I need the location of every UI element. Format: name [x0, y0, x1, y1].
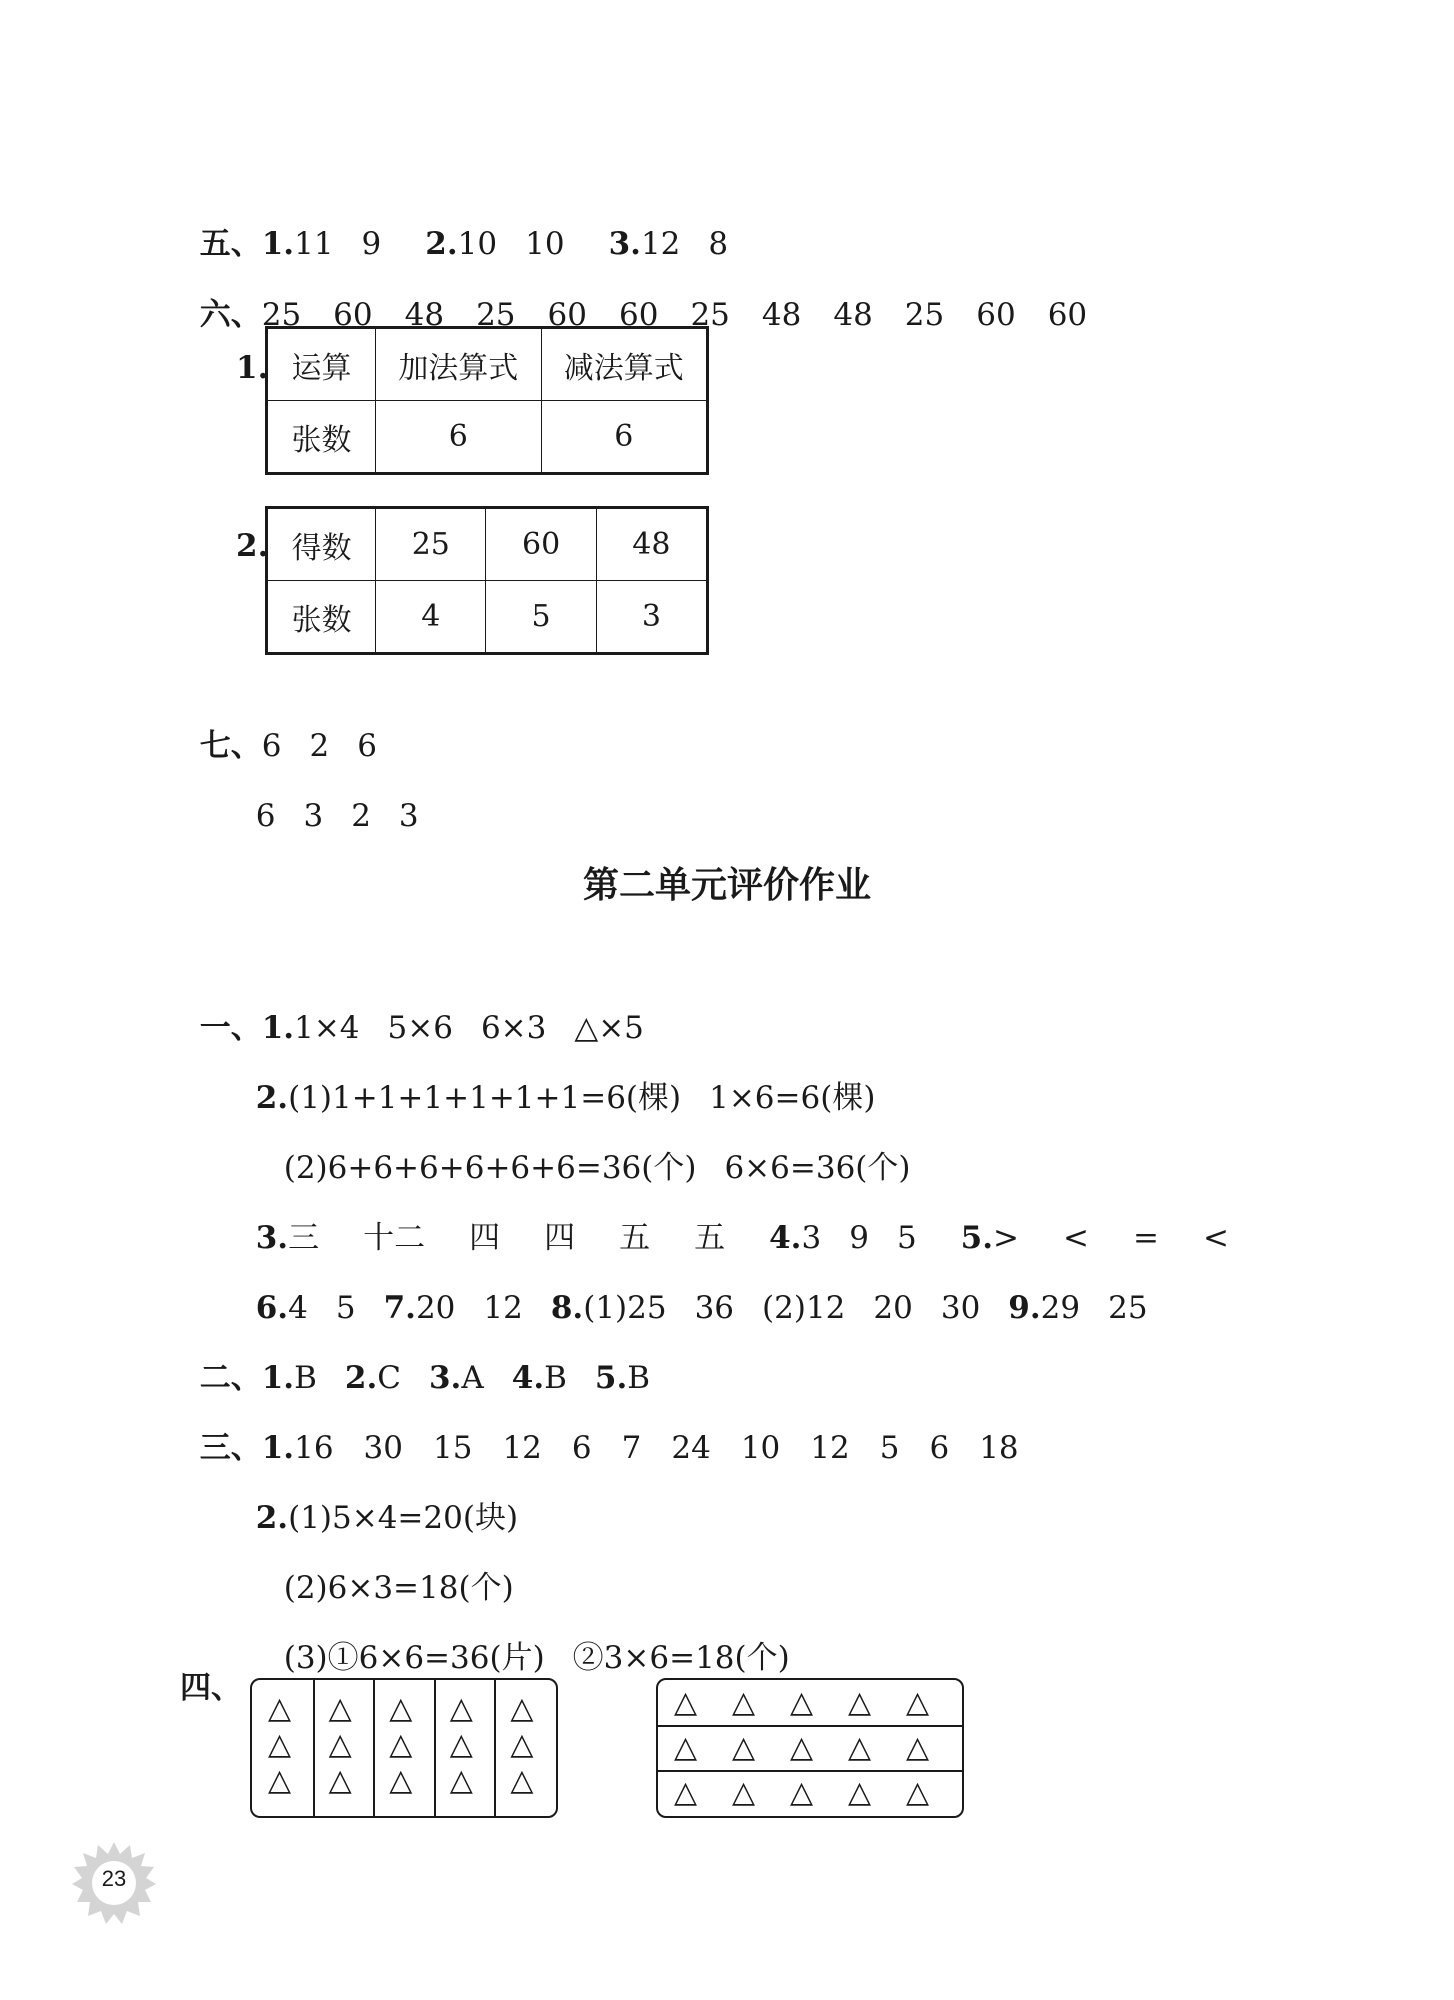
triangle-icon: △ [328, 1727, 352, 1762]
question-number: 2. [255, 1500, 289, 1536]
section-label: 七、 [199, 728, 262, 764]
answer-value: 五 [619, 1220, 651, 1256]
triangle-icon: △ [389, 1727, 413, 1762]
answer-value: 6 [357, 728, 377, 764]
answer-value: (1)1+1+1+1+1+1=6(棵) [288, 1080, 682, 1116]
answer-value: 6 [261, 728, 282, 764]
answer-value: 12 [483, 1290, 523, 1326]
table-row [267, 328, 708, 401]
answer-value: 3 [801, 1220, 822, 1256]
question-number: 7. [383, 1290, 416, 1326]
answer-value: 10 [525, 226, 565, 262]
answer-value: 30 [363, 1430, 403, 1466]
triangle-icon: △ [732, 1685, 756, 1720]
section-label: 三、 [199, 1430, 262, 1466]
triangle-icon: △ [510, 1727, 534, 1762]
triangle-icon: △ [848, 1775, 872, 1810]
answer-value: 4 [288, 1290, 308, 1326]
question-number: 1. [261, 1010, 295, 1046]
question-number: 4. [769, 1220, 802, 1256]
table-cell: 运算 [267, 328, 376, 401]
answer-value: 25 [476, 297, 516, 333]
answer-value: < [1063, 1220, 1090, 1256]
answer-value: 30 [940, 1290, 981, 1326]
table-1 [265, 326, 709, 475]
answer-value: 6 [571, 1430, 592, 1466]
section-label: 五、 [199, 226, 262, 262]
table-cell: 6 [541, 401, 707, 474]
triangle-icon: △ [848, 1685, 872, 1720]
answer-value: 6 [929, 1430, 950, 1466]
answer-value: 12 [810, 1430, 850, 1466]
grid-divider [658, 1770, 962, 1772]
answer-value: 24 [671, 1430, 711, 1466]
unit-q3-5-line [236, 1178, 1229, 1258]
answer-value: 9 [361, 226, 382, 262]
answer-value: 5 [896, 1220, 917, 1256]
unit-section-3-q2-3 [264, 1598, 790, 1678]
triangle-icon: △ [449, 1727, 473, 1762]
question-number: 8. [550, 1290, 584, 1326]
page-number: 23 [101, 1866, 127, 1891]
answer-value: 10 [740, 1430, 781, 1466]
answer-value: 1×4 [294, 1010, 360, 1046]
answer-value: 6 [255, 798, 276, 834]
section-label: 四、 [180, 1670, 242, 1706]
triangle-icon: △ [389, 1763, 413, 1798]
answer-value: 60 [333, 297, 373, 333]
unit-section-3-q2-2 [264, 1528, 514, 1608]
unit-section-3-q2-1 [236, 1458, 518, 1538]
table-1-label: 1. [236, 350, 269, 386]
answer-value: B [627, 1360, 651, 1396]
answer-value: 20 [415, 1290, 456, 1326]
grid-divider [373, 1680, 375, 1816]
answer-value: 12 [640, 226, 681, 262]
grid-divider [494, 1680, 496, 1816]
answer-value: 60 [618, 297, 659, 333]
section-label: 二、 [199, 1360, 262, 1396]
answer-value: ②3×6=18(个) [572, 1640, 790, 1676]
answer-value: 2 [351, 798, 371, 834]
question-number: 3. [428, 1360, 462, 1396]
question-number: 4. [511, 1360, 545, 1396]
question-number: 1. [261, 1430, 295, 1466]
answer-value: < [1203, 1220, 1229, 1256]
answer-value: (1)25 [583, 1290, 667, 1326]
answer-value: 8 [708, 226, 729, 262]
answer-value: 四 [469, 1220, 501, 1256]
question-number: 1. [261, 226, 295, 262]
triangle-icon: △ [389, 1691, 413, 1726]
triangle-icon: △ [674, 1730, 698, 1765]
answer-value: 60 [547, 297, 587, 333]
table-cell: 48 [596, 508, 707, 581]
answer-value: 18 [979, 1430, 1019, 1466]
grid-divider [434, 1680, 436, 1816]
triangle-icon: △ [268, 1727, 292, 1762]
answer-value: △×5 [574, 1010, 644, 1046]
triangle-icon: △ [790, 1775, 814, 1810]
unit-q2-line-2 [264, 1108, 910, 1188]
triangle-icon: △ [328, 1763, 352, 1798]
unit-section-2-line [180, 1318, 650, 1398]
answer-value: 2 [309, 728, 330, 764]
answer-value: 60 [1047, 297, 1088, 333]
table-cell: 张数 [267, 401, 376, 474]
section-label: 一、 [199, 1010, 262, 1046]
answer-value: 60 [976, 297, 1016, 333]
question-number: 2. [255, 1080, 289, 1116]
unit-q6-9-line [236, 1248, 1148, 1328]
triangle-icon: △ [449, 1763, 473, 1798]
answer-value: 5 [879, 1430, 900, 1466]
triangle-icon: △ [510, 1691, 534, 1726]
table-cell: 4 [376, 581, 486, 654]
answer-value: 7 [621, 1430, 642, 1466]
answer-value: 11 [294, 226, 334, 262]
section-label: 六、 [199, 297, 262, 333]
triangle-icon: △ [268, 1763, 292, 1798]
answer-value: (3)①6×6=36(片) [283, 1640, 545, 1676]
triangle-icon: △ [449, 1691, 473, 1726]
answer-value: 9 [849, 1220, 869, 1256]
answer-value: 48 [833, 297, 873, 333]
answer-value: A [461, 1360, 484, 1396]
table-cell: 6 [376, 401, 541, 474]
answer-value: (2)12 [762, 1290, 846, 1326]
grid-divider [313, 1680, 315, 1816]
triangle-icon: △ [906, 1775, 930, 1810]
question-number: 9. [1008, 1290, 1041, 1326]
table-cell: 5 [486, 581, 596, 654]
answer-value: 四 [544, 1220, 576, 1256]
triangle-icon: △ [906, 1730, 930, 1765]
answer-value: (1)5×4=20(块) [288, 1500, 519, 1536]
triangle-icon: △ [510, 1763, 534, 1798]
grid-divider [658, 1725, 962, 1727]
table-cell: 张数 [267, 581, 376, 654]
triangle-grid-columns [250, 1678, 558, 1818]
question-number: 2. [425, 226, 458, 262]
answer-value: 6×6=36(个) [724, 1150, 911, 1186]
triangle-icon: △ [674, 1685, 698, 1720]
table-cell: 3 [596, 581, 707, 654]
question-number: 3. [255, 1220, 289, 1256]
table-cell: 减法算式 [541, 328, 707, 401]
answer-value: 12 [502, 1430, 542, 1466]
triangle-icon: △ [732, 1730, 756, 1765]
triangle-icon: △ [732, 1775, 756, 1810]
answer-value: 五 [694, 1220, 726, 1256]
answer-value: (2)6+6+6+6+6+6=36(个) [283, 1150, 697, 1186]
table-row [267, 508, 708, 581]
unit-section-3-line [180, 1388, 1019, 1468]
answer-value: 6×3 [480, 1010, 547, 1046]
answer-value: 16 [294, 1430, 334, 1466]
table-cell: 25 [376, 508, 486, 581]
question-number: 5. [960, 1220, 994, 1256]
triangle-grid-rows [656, 1678, 964, 1818]
answer-value: 5 [335, 1290, 356, 1326]
answer-value: 48 [761, 297, 802, 333]
question-number: 3. [608, 226, 641, 262]
answer-value: C [377, 1360, 401, 1396]
table-cell: 加法算式 [376, 328, 541, 401]
table-cell: 60 [486, 508, 596, 581]
answer-value: 48 [404, 297, 445, 333]
unit-q1-line [180, 968, 644, 1048]
answer-value: 20 [873, 1290, 913, 1326]
answer-value: 29 [1040, 1290, 1081, 1326]
answer-value: 5×6 [387, 1010, 453, 1046]
answer-value: 25 [904, 297, 945, 333]
section-7-line-2 [236, 756, 419, 836]
answer-value: 15 [433, 1430, 473, 1466]
unit-q2-line-1 [236, 1038, 875, 1118]
answer-value: > [993, 1220, 1020, 1256]
question-number: 2. [344, 1360, 378, 1396]
section-6-line [180, 255, 1087, 335]
answer-value: 3 [398, 798, 419, 834]
answer-value: 25 [1108, 1290, 1148, 1326]
triangle-icon: △ [790, 1730, 814, 1765]
answer-value: 三 [288, 1220, 320, 1256]
question-number: 6. [255, 1290, 289, 1326]
question-number: 1. [261, 1360, 295, 1396]
table-cell: 得数 [267, 508, 376, 581]
table-2-label: 2. [236, 528, 269, 564]
answer-value: 3 [303, 798, 324, 834]
answer-value: 十二 [363, 1220, 426, 1256]
triangle-icon: △ [674, 1775, 698, 1810]
triangle-icon: △ [268, 1691, 292, 1726]
table-2 [265, 506, 709, 655]
answer-value: 25 [261, 297, 302, 333]
answer-value: 10 [457, 226, 498, 262]
section-7-line-1 [180, 686, 377, 766]
answer-value: 36 [694, 1290, 735, 1326]
question-number: 5. [594, 1360, 628, 1396]
table-row [267, 581, 708, 654]
unit-title: 第二单元评价作业 [582, 864, 871, 906]
triangle-icon: △ [790, 1685, 814, 1720]
answer-value: (2)6×3=18(个) [283, 1570, 514, 1606]
answer-value: 25 [690, 297, 730, 333]
section-5-line [180, 184, 728, 264]
triangle-icon: △ [328, 1691, 352, 1726]
triangle-icon: △ [906, 1685, 930, 1720]
table-row [267, 401, 708, 474]
answer-value: = [1133, 1220, 1159, 1256]
answer-value: B [544, 1360, 567, 1396]
answer-value: B [294, 1360, 317, 1396]
triangle-icon: △ [848, 1730, 872, 1765]
answer-value: 1×6=6(棵) [709, 1080, 876, 1116]
